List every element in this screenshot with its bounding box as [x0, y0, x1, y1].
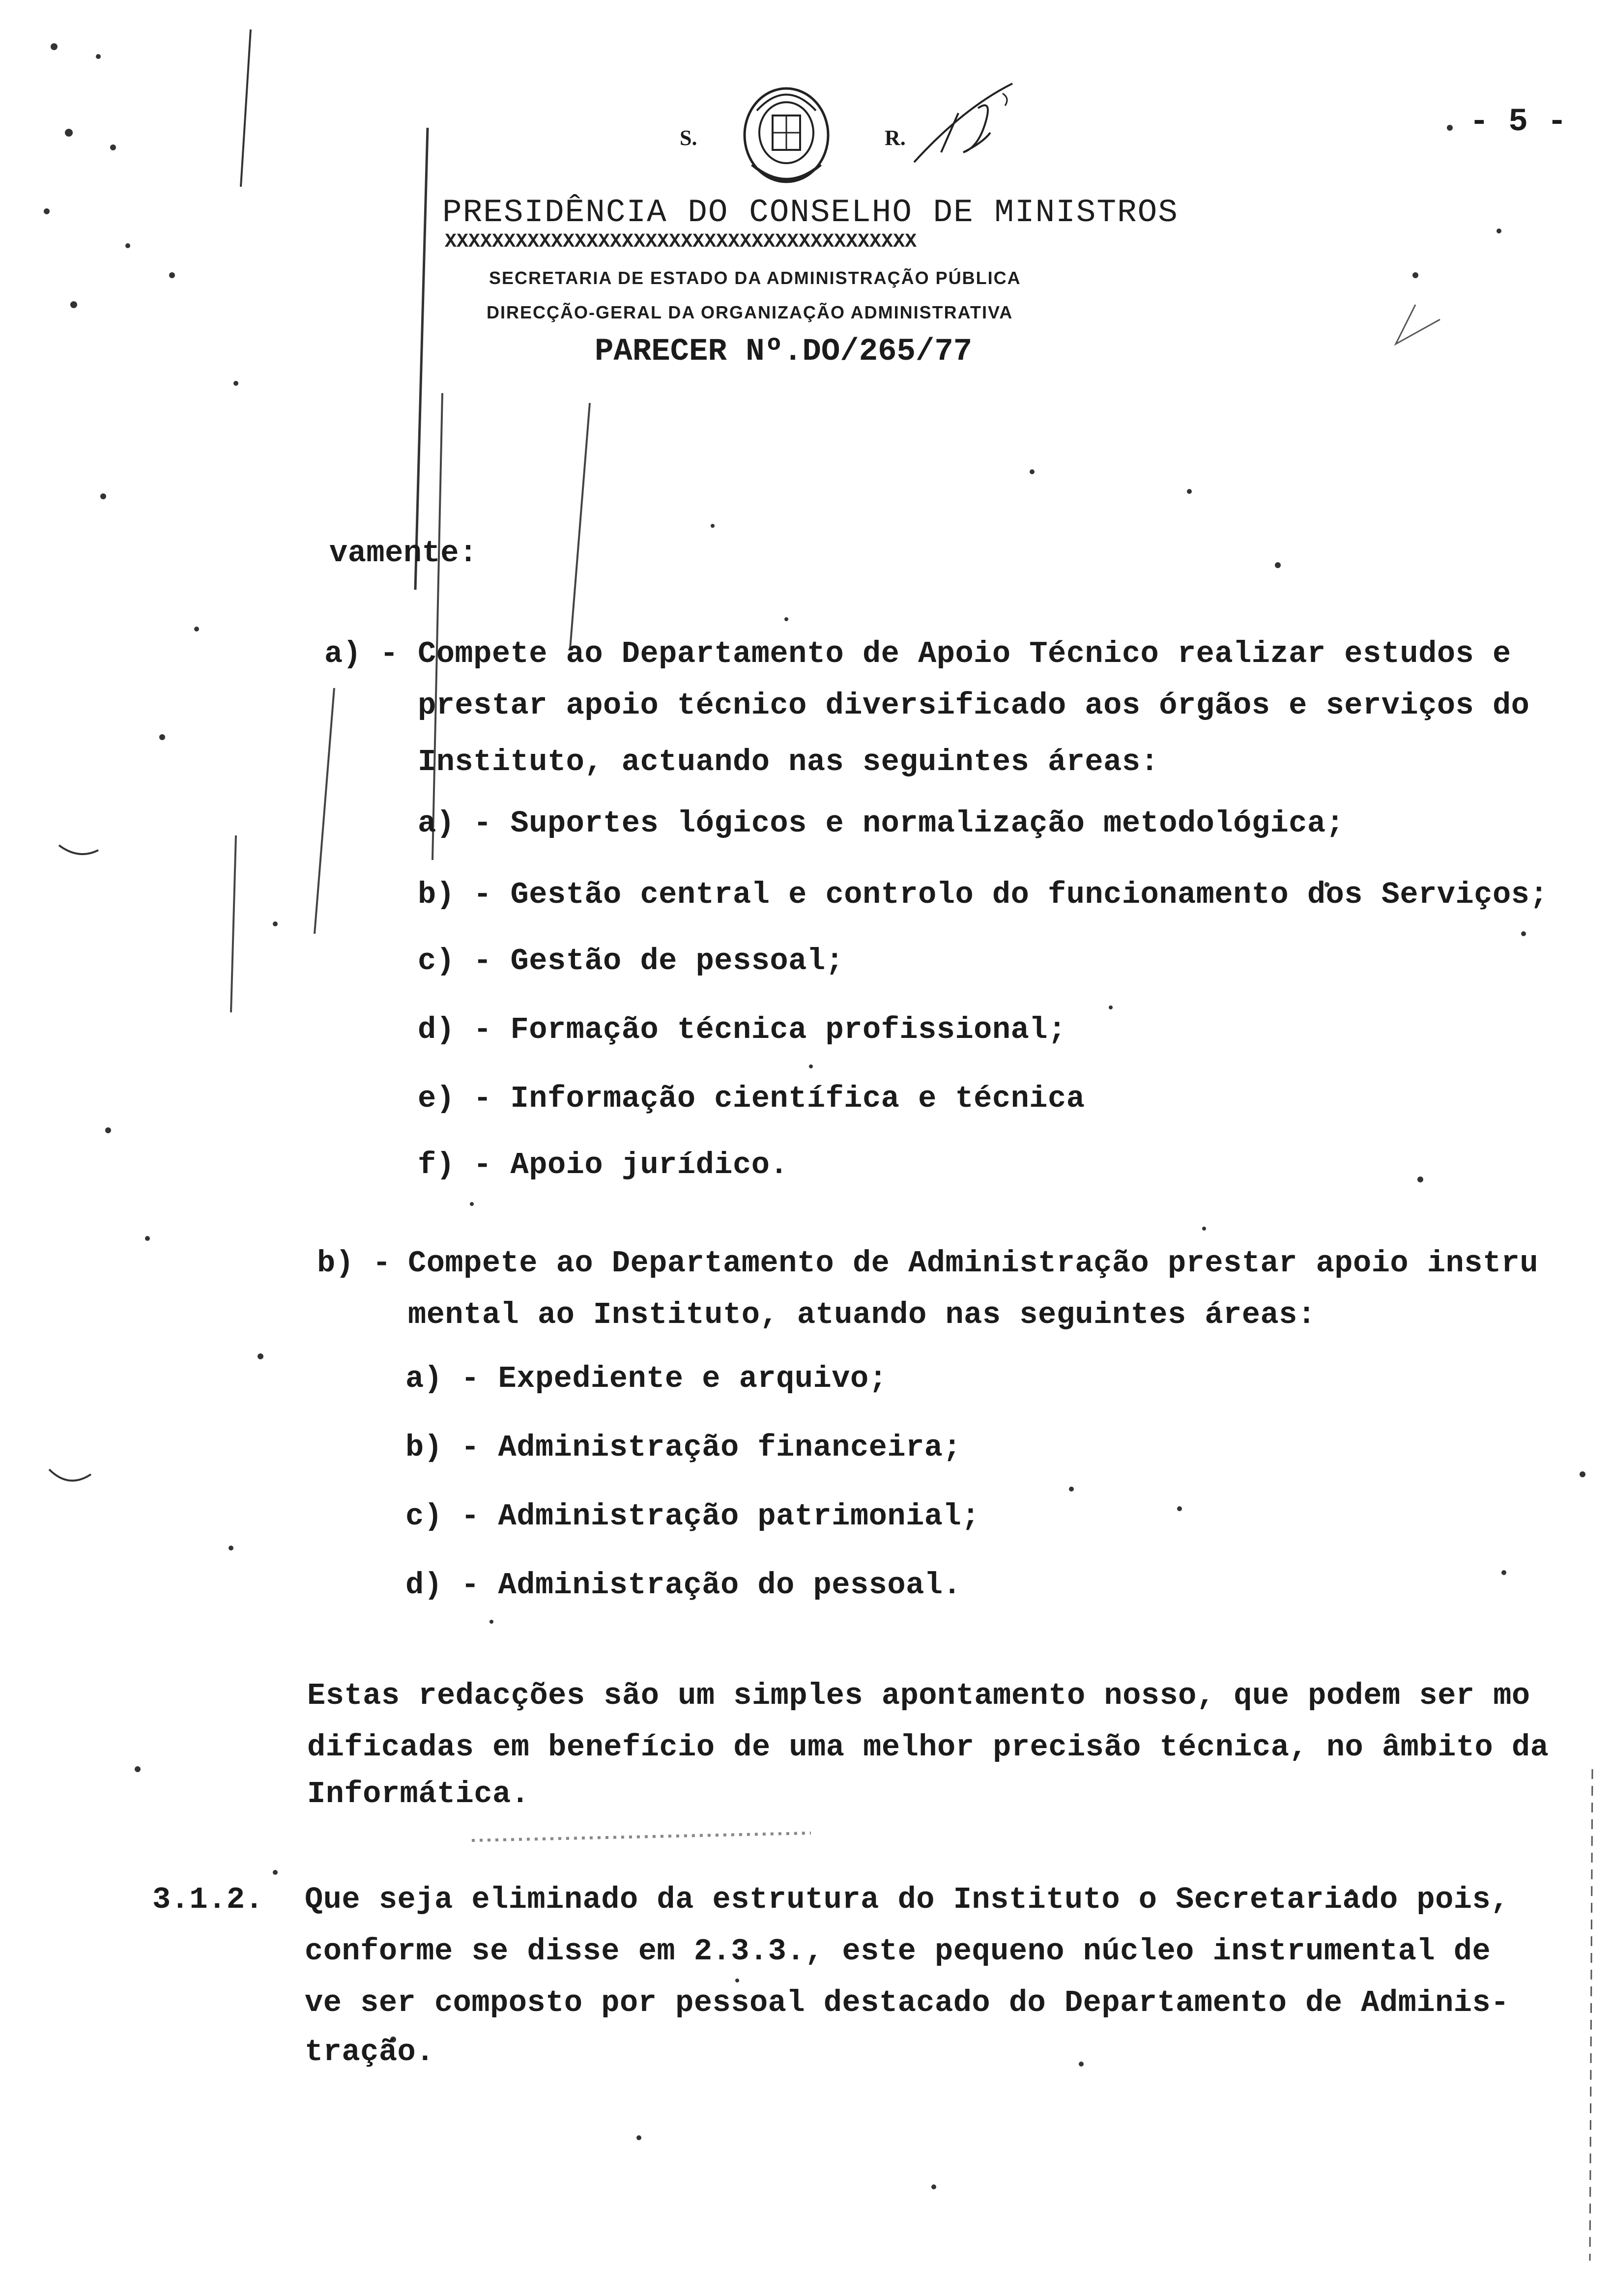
note-line-2: dificadas em benefício de uma melhor precisão técnica, no âmbito da — [307, 1730, 1549, 1765]
header-struck-line: XXXXXXXXXXXXXXXXXXXXXXXXXXXXXXXXXXXXXXXX — [445, 231, 917, 253]
header-presidency: PRESIDÊNCIA DO CONSELHO DE MINISTROS — [442, 194, 1179, 231]
item-a-subitem-c: c) - Gestão de pessoal; — [418, 944, 844, 978]
intro-fragment: vamente: — [329, 536, 478, 571]
note-line-3: Informática. — [307, 1777, 530, 1811]
section-line-4: tração. — [305, 2035, 434, 2069]
section-number: 3.1.2. — [152, 1882, 264, 1917]
item-a-subitem-b: b) - Gestão central e controlo do funcionamento dos Serviços; — [418, 877, 1549, 912]
item-a-line-2: prestar apoio técnico diversificado aos órgãos e serviços do — [418, 688, 1530, 723]
handwritten-signature — [904, 79, 1032, 177]
header-directorate: DIRECÇÃO-GERAL DA ORGANIZAÇÃO ADMINISTRATIVA — [487, 302, 1013, 322]
section-line-3: ve ser composto por pessoal destacado do Departamento de Adminis- — [305, 1985, 1509, 2020]
note-line-1: Estas redacções são um simples apontamento nosso, que podem ser mo — [307, 1678, 1530, 1713]
header-parecer-number: PARECER Nº.DO/265/77 — [595, 334, 973, 370]
item-b-line-1: Compete ao Departamento de Administração prestar apoio instru — [408, 1246, 1539, 1281]
item-a-subitem-f: f) - Apoio jurídico. — [418, 1148, 789, 1182]
section-line-1: Que seja eliminado da estrutura do Instituto o Secretariado pois, — [305, 1882, 1509, 1917]
item-b-subitem-c: c) - Administração patrimonial; — [405, 1499, 980, 1534]
item-b-subitem-d: d) - Administração do pessoal. — [405, 1568, 962, 1603]
item-b-line-2: mental ao Instituto, atuando nas seguintes áreas: — [408, 1297, 1316, 1332]
item-a-line-1: Compete ao Departamento de Apoio Técnico realizar estudos e — [418, 636, 1511, 671]
header-secretariat: SECRETARIA DE ESTADO DA ADMINISTRAÇÃO PÚBLICA — [489, 268, 1021, 288]
item-b-subitem-b: b) - Administração financeira; — [405, 1430, 962, 1465]
header-s-label: S. — [680, 126, 697, 150]
section-line-2: conforme se disse em 2.3.3., este pequeno núcleo instrumental de — [305, 1934, 1491, 1969]
item-a-marker: a) - — [324, 636, 399, 671]
page-number: - 5 - — [1469, 103, 1567, 140]
item-a-line-3: Instituto, actuando nas seguintes áreas: — [418, 745, 1159, 779]
item-b-subitem-a: a) - Expediente e arquivo; — [405, 1361, 888, 1396]
coat-of-arms-emblem — [737, 81, 835, 194]
item-a-subitem-d: d) - Formação técnica profissional; — [418, 1012, 1066, 1047]
item-a-subitem-e: e) - Informação científica e técnica — [418, 1081, 1085, 1116]
item-b-marker: b) - — [317, 1246, 391, 1281]
header-r-label: R. — [885, 126, 906, 150]
item-a-subitem-a: a) - Suportes lógicos e normalização metodológica; — [418, 806, 1345, 841]
